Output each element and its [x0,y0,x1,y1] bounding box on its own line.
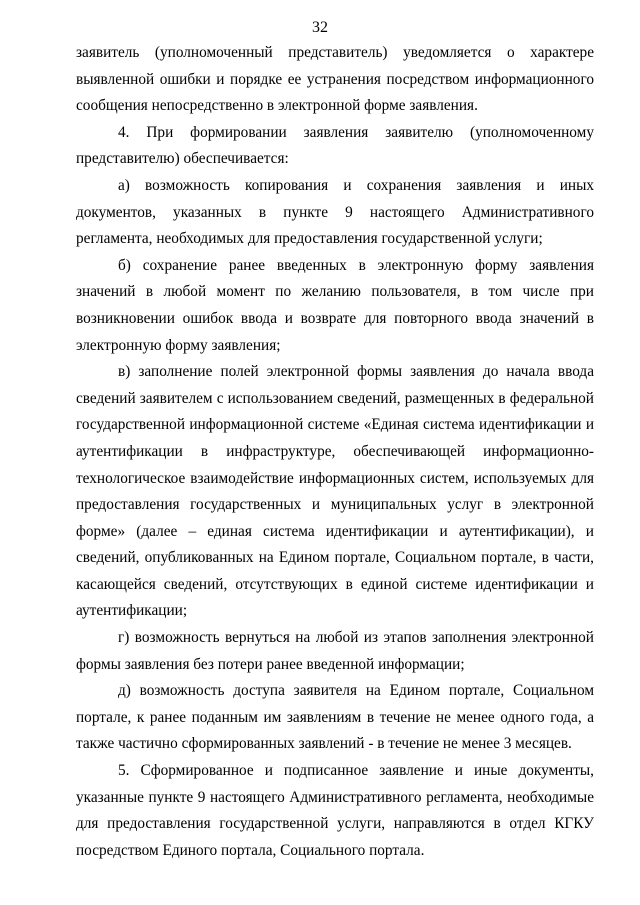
page-number: 32 [312,19,328,36]
paragraph-continuation: заявитель (уполномоченный представитель) уведомляется о характере выявленной ошибки и порядке ее устранения посредством информационного сообщения непосредственно в электронной форме заявления. [76,44,594,115]
paragraph-subitem-d: д) возможность доступа заявителя на Едином портале, Социальном портале, к ранее поданным им заявлениям в течение не менее одного года, а также частично сформированных заявлений - в течение не менее 3 месяцев. [76,682,594,753]
paragraph-subitem-g: г) возможность вернуться на любой из этапов заполнения электронной формы заявления без потери ранее введенной информации; [76,629,594,673]
paragraph-subitem-v: в) заполнение полей электронной формы заявления до начала ввода сведений заявителем с использованием сведений, размещенных в федеральной государственной информационной системе «Единая система идентификации и аутентификации в инфраструктуре, обеспечивающей информационно-технологическое взаимодействие информационных систем, используемых для предоставления государственных и муниципальных услуг в электронной форме» (далее – единая система идентификации и аутентификации), и сведений, опубликованных на Едином портале, Социальном портале, в части, касающейся сведений, отсутствующих в единой системе идентификации и аутентификации; [76,363,594,620]
document-body [76,40,594,864]
paragraph-subitem-a: а) возможность копирования и сохранения заявления и иных документов, указанных в пункте 9 настоящего Административного регламента, необходимых для предоставления государственной услуги; [76,176,594,248]
paragraph-item-4: 4. При формировании заявления заявителю (уполномоченному представителю) обеспечивается: [76,123,594,168]
paragraph-item-5: 5. Сформированное и подписанное заявление и иные документы, указанные пункте 9 настоящего Административного регламента, необходимые для предоставления государственной услуги, направляются в отдел КГКУ посредством Единого портала, Социального портала. [76,762,594,859]
paragraph-subitem-b: б) сохранение ранее введенных в электронную форму заявления значений в любой момент по желанию пользователя, в том числе при возникновении ошибок ввода и возврате для повторного ввода значений в электронную форму заявления; [76,256,594,354]
